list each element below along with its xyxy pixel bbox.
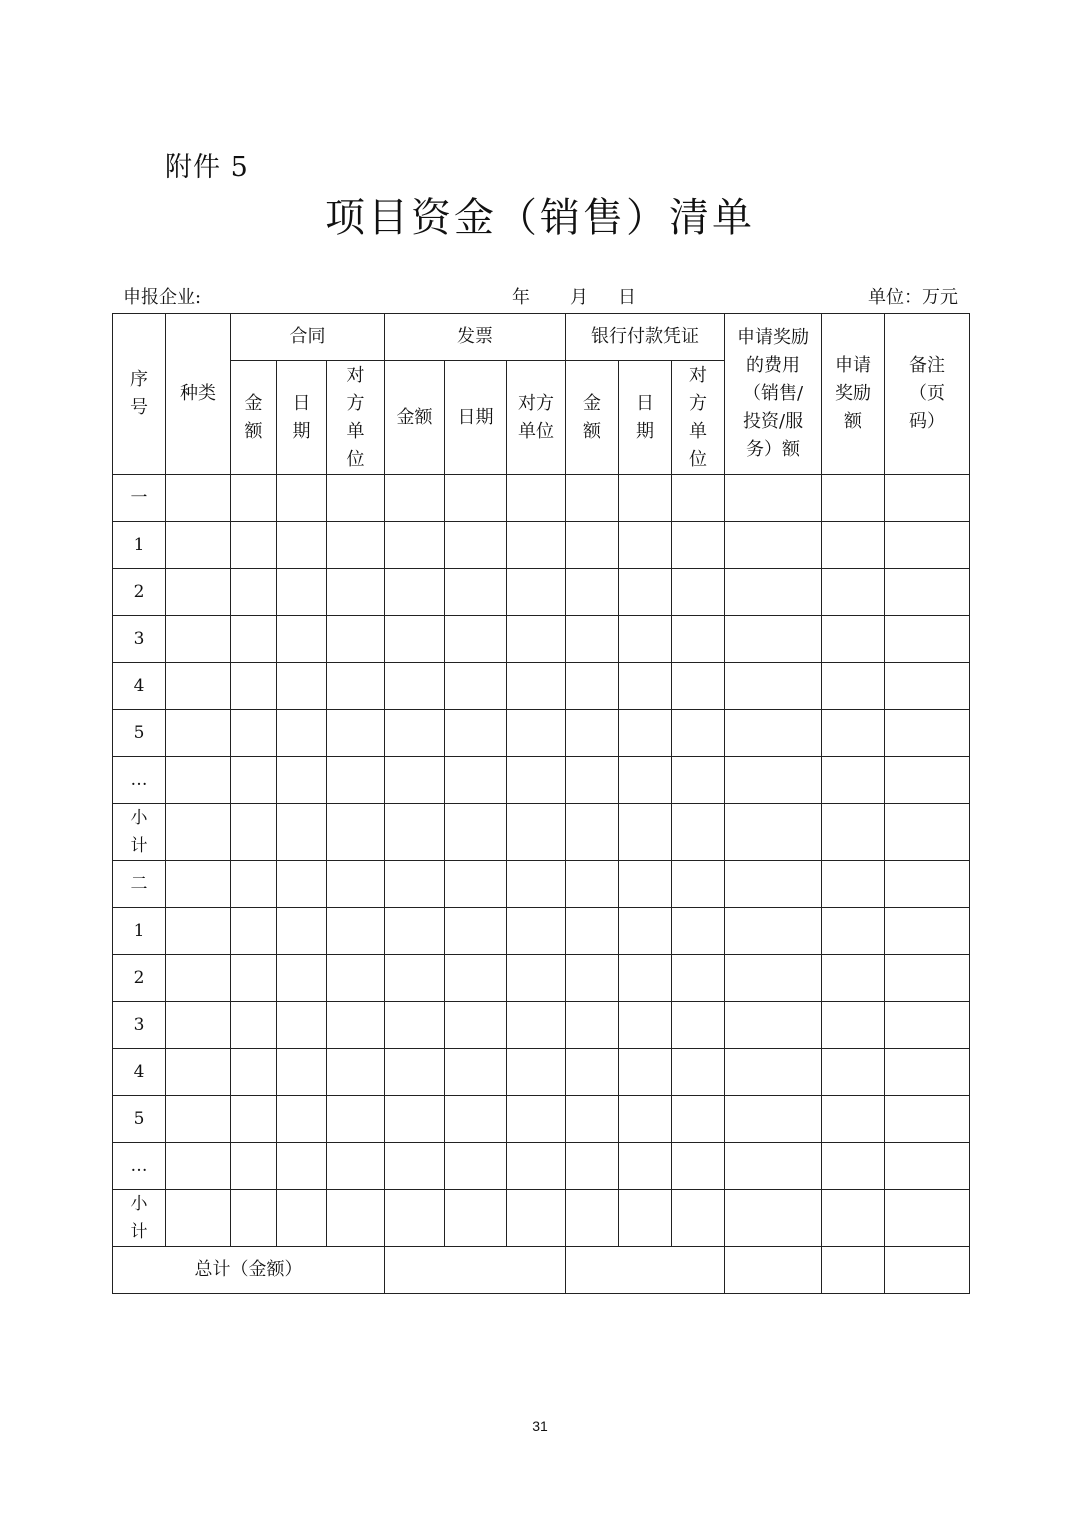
table-cell [385, 955, 445, 1002]
table-cell [822, 522, 885, 569]
table-cell [822, 1096, 885, 1143]
table-cell [385, 908, 445, 955]
table-cell [166, 710, 231, 757]
row-seq-cell: 4 [113, 1049, 166, 1096]
table-cell [885, 1049, 970, 1096]
table-row [113, 1143, 970, 1190]
total-cell [725, 1247, 822, 1294]
table-cell [885, 663, 970, 710]
table-cell [619, 861, 672, 908]
table-cell [822, 861, 885, 908]
table-cell [166, 663, 231, 710]
total-cell [566, 1247, 725, 1294]
table-cell [507, 955, 566, 1002]
table-cell [619, 757, 672, 804]
table-cell [445, 1143, 507, 1190]
row-seq-cell: 一 [113, 475, 166, 522]
header-bank-amount: 金额 [566, 361, 619, 475]
row-seq-cell: 5 [113, 710, 166, 757]
table-cell [672, 663, 725, 710]
total-cell [385, 1247, 566, 1294]
table-cell [566, 475, 619, 522]
table-cell [445, 616, 507, 663]
table-cell [672, 569, 725, 616]
table-cell [445, 861, 507, 908]
header-invoice: 发票 [385, 314, 566, 361]
table-cell [822, 757, 885, 804]
table-row [113, 1096, 970, 1143]
table-cell [672, 1096, 725, 1143]
table-cell [822, 1190, 885, 1247]
table-cell [166, 955, 231, 1002]
header-bank-voucher: 银行付款凭证 [566, 314, 725, 361]
table-cell [277, 757, 327, 804]
table-cell [619, 804, 672, 861]
table-cell [725, 616, 822, 663]
table-cell [672, 710, 725, 757]
header-contract-amount: 金额 [231, 361, 277, 475]
table-cell [327, 616, 385, 663]
table-cell [385, 1096, 445, 1143]
table-cell [507, 475, 566, 522]
table-cell [327, 710, 385, 757]
table-cell [566, 1002, 619, 1049]
table-cell [725, 1096, 822, 1143]
table-cell [885, 710, 970, 757]
table-cell [445, 955, 507, 1002]
table-cell [619, 522, 672, 569]
table-cell [327, 1049, 385, 1096]
table-cell [885, 757, 970, 804]
table-cell [725, 1143, 822, 1190]
table-cell [672, 908, 725, 955]
table-row [113, 616, 970, 663]
table-cell [566, 955, 619, 1002]
table-cell [166, 804, 231, 861]
table-cell [166, 475, 231, 522]
table-row [113, 475, 970, 522]
table-cell [385, 804, 445, 861]
table-cell [327, 522, 385, 569]
table-cell [885, 522, 970, 569]
table-cell [672, 522, 725, 569]
table-cell [566, 1190, 619, 1247]
table-cell [725, 908, 822, 955]
table-cell [385, 663, 445, 710]
page-number: 31 [532, 1418, 548, 1434]
table-cell [566, 1096, 619, 1143]
table-cell [277, 1096, 327, 1143]
table-cell [885, 475, 970, 522]
table-cell [507, 569, 566, 616]
header-contract: 合同 [231, 314, 385, 361]
table-cell [566, 861, 619, 908]
table-cell [672, 955, 725, 1002]
table-cell [619, 1143, 672, 1190]
table-row [113, 569, 970, 616]
table-cell [445, 1096, 507, 1143]
row-seq-cell: 小计 [113, 804, 166, 861]
row-seq-cell: 2 [113, 955, 166, 1002]
total-label: 总计（金额） [113, 1247, 385, 1294]
table-cell [166, 1143, 231, 1190]
table-cell [619, 1096, 672, 1143]
table-cell [725, 663, 822, 710]
table-row [113, 908, 970, 955]
document-title: 项目资金（销售）清单 [325, 195, 755, 241]
table-cell [166, 1002, 231, 1049]
table-row [113, 710, 970, 757]
table-cell [277, 908, 327, 955]
table-cell [445, 1049, 507, 1096]
table-cell [507, 522, 566, 569]
table-cell [231, 908, 277, 955]
table-cell [385, 757, 445, 804]
table-row [113, 663, 970, 710]
total-row [113, 1247, 970, 1294]
row-seq-cell: … [113, 757, 166, 804]
table-cell [566, 908, 619, 955]
table-cell [231, 1049, 277, 1096]
table-cell [822, 1143, 885, 1190]
table-cell [619, 955, 672, 1002]
table-cell [725, 1190, 822, 1247]
header-seq: 序号 [113, 314, 166, 475]
table-cell [885, 908, 970, 955]
table-cell [445, 569, 507, 616]
table-cell [277, 522, 327, 569]
header-reward-amount: 申请奖励额 [822, 314, 885, 475]
table-cell [327, 475, 385, 522]
day-label: 日 [618, 287, 636, 308]
table-cell [327, 1096, 385, 1143]
table-cell [725, 569, 822, 616]
row-seq-cell: 3 [113, 1002, 166, 1049]
table-cell [385, 522, 445, 569]
row-seq-cell: 1 [113, 522, 166, 569]
table-cell [885, 569, 970, 616]
table-cell [231, 522, 277, 569]
table-cell [327, 569, 385, 616]
table-cell [166, 757, 231, 804]
attachment-label: 附件 5 [165, 152, 249, 183]
row-seq-cell: … [113, 1143, 166, 1190]
table-cell [166, 569, 231, 616]
unit-label: 单位：万元 [868, 287, 958, 308]
table-cell [231, 616, 277, 663]
table-cell [445, 663, 507, 710]
table-cell [231, 710, 277, 757]
table-cell [231, 1096, 277, 1143]
table-cell [619, 710, 672, 757]
table-cell [725, 955, 822, 1002]
table-cell [445, 475, 507, 522]
table-row [113, 1190, 970, 1247]
table-cell [166, 908, 231, 955]
table-cell [672, 804, 725, 861]
table-cell [385, 616, 445, 663]
table-cell [166, 861, 231, 908]
table-cell [672, 1143, 725, 1190]
table-cell [822, 616, 885, 663]
table-cell [507, 663, 566, 710]
table-cell [231, 1190, 277, 1247]
table-cell [327, 1190, 385, 1247]
table-cell [725, 861, 822, 908]
table-cell [507, 616, 566, 663]
table-row [113, 804, 970, 861]
table-cell [277, 475, 327, 522]
row-seq-cell: 4 [113, 663, 166, 710]
table-cell [385, 861, 445, 908]
table-cell [445, 757, 507, 804]
table-cell [725, 1002, 822, 1049]
fund-ledger-table [112, 313, 970, 1294]
table-cell [385, 1049, 445, 1096]
table-cell [166, 522, 231, 569]
row-seq-cell: 3 [113, 616, 166, 663]
header-remarks: 备注（页码） [885, 314, 970, 475]
table-cell [445, 804, 507, 861]
table-cell [231, 475, 277, 522]
table-cell [277, 569, 327, 616]
table-cell [231, 1002, 277, 1049]
table-cell [385, 1190, 445, 1247]
table-cell [619, 908, 672, 955]
table-cell [327, 861, 385, 908]
table-cell [231, 663, 277, 710]
table-cell [822, 569, 885, 616]
table-cell [619, 475, 672, 522]
table-cell [327, 804, 385, 861]
table-row [113, 522, 970, 569]
table-cell [885, 1096, 970, 1143]
header-bank-date: 日期 [619, 361, 672, 475]
table-cell [885, 1190, 970, 1247]
table-cell [725, 757, 822, 804]
year-label: 年 [512, 287, 530, 308]
table-cell [619, 663, 672, 710]
table-cell [507, 1143, 566, 1190]
table-cell [231, 861, 277, 908]
table-cell [672, 861, 725, 908]
header-invoice-date: 日期 [445, 361, 507, 475]
table-cell [822, 955, 885, 1002]
table-cell [566, 616, 619, 663]
table-cell [725, 804, 822, 861]
table-cell [885, 616, 970, 663]
row-seq-cell: 2 [113, 569, 166, 616]
table-cell [672, 1002, 725, 1049]
table-cell [566, 569, 619, 616]
table-cell [231, 955, 277, 1002]
table-cell [619, 1002, 672, 1049]
table-row [113, 955, 970, 1002]
header-bank-party: 对方单位 [672, 361, 725, 475]
table-cell [672, 757, 725, 804]
table-cell [231, 804, 277, 861]
table-cell [672, 616, 725, 663]
company-label: 申报企业: [123, 287, 202, 308]
table-cell [385, 1143, 445, 1190]
header-category: 种类 [166, 314, 231, 475]
table-cell [166, 1190, 231, 1247]
table-cell [822, 710, 885, 757]
table-cell [277, 861, 327, 908]
table-cell [327, 663, 385, 710]
table-cell [619, 616, 672, 663]
row-seq-cell: 5 [113, 1096, 166, 1143]
table-cell [385, 1002, 445, 1049]
table-cell [445, 710, 507, 757]
table-cell [725, 475, 822, 522]
table-cell [885, 1143, 970, 1190]
table-cell [166, 1096, 231, 1143]
table-cell [507, 757, 566, 804]
table-cell [231, 569, 277, 616]
table-cell [327, 1002, 385, 1049]
table-cell [566, 804, 619, 861]
table-cell [277, 1143, 327, 1190]
table-cell [277, 710, 327, 757]
table-cell [822, 1049, 885, 1096]
table-cell [507, 908, 566, 955]
table-cell [822, 475, 885, 522]
table-cell [507, 1002, 566, 1049]
table-cell [277, 1190, 327, 1247]
table-cell [507, 804, 566, 861]
table-cell [166, 1049, 231, 1096]
table-cell [566, 1143, 619, 1190]
table-cell [566, 1049, 619, 1096]
table-cell [885, 1002, 970, 1049]
table-cell [725, 710, 822, 757]
table-cell [327, 757, 385, 804]
table-cell [725, 522, 822, 569]
table-cell [277, 955, 327, 1002]
table-row [113, 1049, 970, 1096]
header-invoice-party: 对方单位 [507, 361, 566, 475]
table-cell [507, 1049, 566, 1096]
table-cell [672, 1190, 725, 1247]
table-cell [619, 1190, 672, 1247]
table-cell [672, 1049, 725, 1096]
row-seq-cell: 1 [113, 908, 166, 955]
table-cell [166, 616, 231, 663]
table-cell [327, 908, 385, 955]
table-cell [445, 1190, 507, 1247]
header-reward-fee: 申请奖励的费用（销售/投资/服务）额 [725, 314, 822, 475]
header-invoice-amount: 金额 [385, 361, 445, 475]
table-cell [822, 804, 885, 861]
row-seq-cell: 二 [113, 861, 166, 908]
table-cell [566, 757, 619, 804]
table-cell [619, 569, 672, 616]
table-cell [566, 663, 619, 710]
table-cell [385, 475, 445, 522]
table-cell [277, 663, 327, 710]
table-cell [231, 1143, 277, 1190]
month-label: 月 [570, 287, 588, 308]
table-row [113, 757, 970, 804]
table-cell [445, 908, 507, 955]
table-cell [619, 1049, 672, 1096]
header-contract-date: 日期 [277, 361, 327, 475]
table-cell [672, 475, 725, 522]
table-cell [277, 1049, 327, 1096]
table-cell [725, 1049, 822, 1096]
table-cell [445, 1002, 507, 1049]
table-cell [507, 1190, 566, 1247]
table-cell [445, 522, 507, 569]
table-cell [327, 1143, 385, 1190]
row-seq-cell: 小计 [113, 1190, 166, 1247]
table-cell [822, 1002, 885, 1049]
total-cell [822, 1247, 885, 1294]
table-cell [277, 804, 327, 861]
table-cell [885, 955, 970, 1002]
table-row [113, 861, 970, 908]
table-cell [566, 522, 619, 569]
header-contract-party: 对方单位 [327, 361, 385, 475]
table-row [113, 1002, 970, 1049]
table-cell [885, 804, 970, 861]
table-cell [277, 1002, 327, 1049]
table-cell [822, 663, 885, 710]
header-row-1 [113, 314, 970, 361]
table-cell [385, 710, 445, 757]
table-cell [231, 757, 277, 804]
table-cell [277, 616, 327, 663]
table-cell [566, 710, 619, 757]
table-cell [822, 908, 885, 955]
total-cell [885, 1247, 970, 1294]
table-cell [327, 955, 385, 1002]
table-cell [507, 1096, 566, 1143]
table-cell [507, 861, 566, 908]
table-cell [507, 710, 566, 757]
table-cell [885, 861, 970, 908]
table-cell [385, 569, 445, 616]
